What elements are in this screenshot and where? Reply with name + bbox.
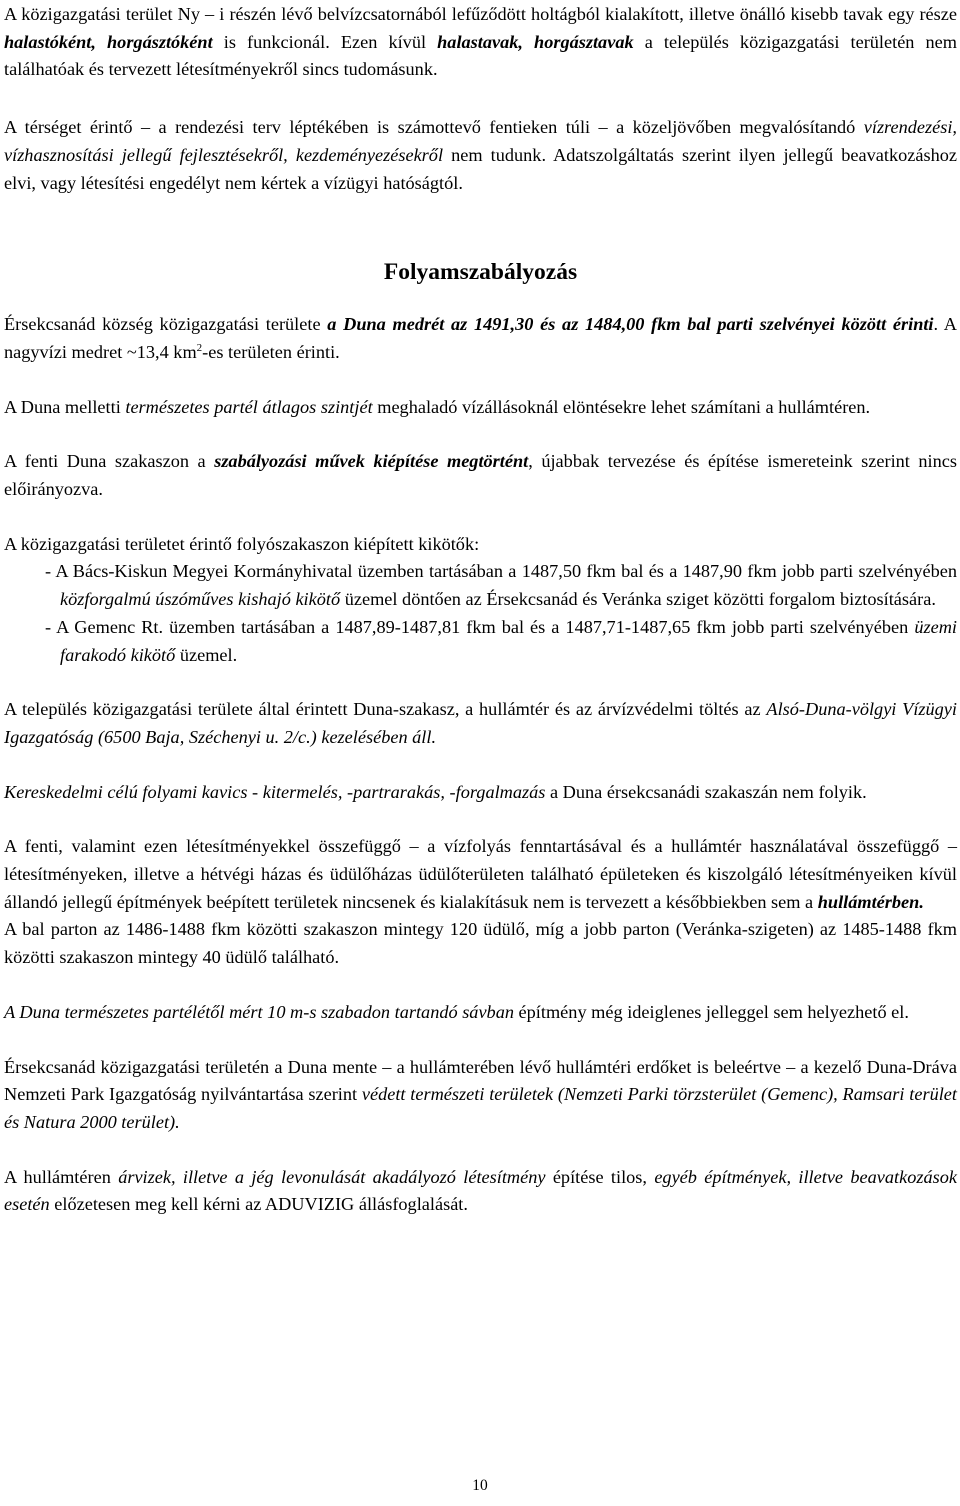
paragraph-buildings bbox=[4, 833, 957, 916]
text-run: A közigazgatási terület Ny – i részén lévő belvízcsatornából lefűződött holtágból kialakított, illetve önálló kisebb tavak egy része bbox=[4, 4, 957, 24]
text-run: -es területen érinti. bbox=[202, 341, 340, 362]
paragraph-ports-intro: A közigazgatási területet érintő folyószakaszon kiépített kikötők: bbox=[4, 533, 480, 554]
paragraph-river-section bbox=[4, 311, 957, 366]
emphasis-text: Kereskedelmi célú folyami kavics - kitermelés, -partrarakás, -forgalmazás bbox=[4, 781, 546, 802]
emphasis-text: A Duna természetes partélétől mért 10 m-s szabadon tartandó sávban bbox=[4, 1001, 514, 1022]
emphasis-text: vízrendezési, vízhasznosítási jellegű fejlesztésekről, kezdeményezésekről bbox=[4, 117, 957, 165]
emphasis-text: halastóként, horgásztóként bbox=[4, 31, 213, 52]
paragraph-water-development bbox=[4, 114, 957, 197]
ports-list bbox=[4, 558, 957, 669]
text-run: építése tilos, bbox=[545, 1166, 655, 1187]
text-run: - A Gemenc Rt. üzemben tartásában a 1487,89-1487,81 fkm bal és a 1487,71-1487,65 fkm jobb parti szelvényében bbox=[45, 616, 915, 637]
emphasis-text: közforgalmú úszóműves kishajó kikötő bbox=[60, 589, 341, 610]
text-run: . A nagyvízi medret ~13,4 km bbox=[4, 314, 957, 362]
paragraph-holiday-homes: A bal parton az 1486-1488 fkm közötti szakaszon mintegy 120 üdülő, míg a jobb parton (Veránka-szigeten) az 1485-1488 fkm közötti szakaszon mintegy 40 üdülő található. bbox=[4, 919, 957, 968]
text-run: - A Bács-Kiskun Megyei Kormányhivatal üzemben tartásában a 1487,50 fkm bal és a 1487,90 fkm jobb parti szelvényében bbox=[45, 561, 957, 582]
text-run: A fenti Duna szakaszon a bbox=[4, 451, 215, 472]
document-page bbox=[4, 1, 957, 1219]
emphasis-text: szabályozási művek kiépítése megtörtént bbox=[214, 451, 529, 472]
text-run: a Duna érsekcsanádi szakaszán nem folyik. bbox=[545, 781, 867, 802]
paragraph-flooding bbox=[4, 394, 957, 422]
page-number: 10 bbox=[472, 1477, 488, 1494]
paragraph-free-strip bbox=[4, 999, 957, 1027]
emphasis-text: egyéb építmények, illetve beavatkozások esetén bbox=[4, 1166, 957, 1215]
paragraph-flood-obstacles bbox=[4, 1164, 957, 1219]
text-run: Érsekcsanád közigazgatási területén a Duna mente – a hullámterében lévő hullámtéri erdőket is beleértve – a kezelő Duna-Dráva Nemzeti Park Igazgatóság nyilvántartása szerint bbox=[4, 1056, 957, 1105]
text-run: A fenti, valamint ezen létesítményekkel összefüggő – a vízfolyás fenntartásával és a hullámtér használatával összefüggő – létesítményeken, illetve a hétvégi házas és üdülőházas üdülőterületen található épületeken és kiszolgáló létesítményeiken kívül állandó jellegű építmények beépített területek nincsenek és kialakításuk nem is tervezett a későbbiekben sem a bbox=[4, 836, 957, 912]
text-run: A Duna melletti bbox=[4, 396, 126, 417]
emphasis-text: védett természeti területek (Nemzeti Parki törzsterület (Gemenc), Ramsari terület és Natura 2000 terület). bbox=[4, 1084, 957, 1132]
paragraph-fish-ponds bbox=[4, 1, 957, 84]
text-run: is funkcionál. Ezen kívül bbox=[212, 31, 438, 52]
text-run: A település közigazgatási területe által érintett Duna-szakasz, a hullámtér és az árvízvédelmi töltés az bbox=[4, 699, 767, 720]
emphasis-text: üzemi farakodó kikötő bbox=[60, 616, 957, 665]
paragraph-management bbox=[4, 696, 957, 751]
emphasis-text: Alsó-Duna-völgyi Vízügyi Igazgatóság (6500 Baja, Széchenyi u. 2/c.) kezelésében áll. bbox=[4, 699, 957, 747]
text-run: meghaladó vízállásoknál elöntésekre lehet számítani a hullámtéren. bbox=[372, 396, 871, 417]
paragraph-gravel bbox=[4, 779, 957, 807]
text-run: , újabbak tervezése és építése ismereteink szerint nincs előirányozva. bbox=[4, 451, 958, 500]
text-run: építmény még ideiglenes jelleggel sem helyezhető el. bbox=[513, 1001, 909, 1022]
emphasis-text: természetes partél átlagos szintjét bbox=[125, 396, 373, 417]
superscript: 2 bbox=[196, 341, 203, 354]
text-run: Érsekcsanád község közigazgatási területe bbox=[4, 314, 328, 335]
list-item bbox=[4, 614, 957, 669]
list-item bbox=[4, 558, 957, 613]
text-run: A hullámtéren bbox=[4, 1166, 119, 1187]
paragraph-protected-areas bbox=[4, 1054, 957, 1137]
emphasis-text: a Duna medrét az 1491,30 és az 1484,00 fkm bal parti szelvényei között érinti bbox=[327, 314, 934, 335]
text-run: A térséget érintő – a rendezési terv léptékében is számottevő fentieken túli – a közeljövőben megvalósítandó bbox=[4, 117, 864, 138]
emphasis-text: halastavak, horgásztavak bbox=[437, 31, 634, 52]
emphasis-text: hullámtérben. bbox=[817, 891, 924, 912]
text-run: nem tudunk. Adatszolgáltatás szerint ilyen jellegű beavatkozáshoz elvi, vagy létesítési engedélyt nem kértek a vízügyi hatóságtól. bbox=[4, 144, 957, 193]
text-run: a település közigazgatási területén nem találhatóak és tervezett létesítményekről sincs tudomásunk. bbox=[4, 31, 958, 80]
text-run: üzemel. bbox=[175, 644, 238, 665]
text-run: üzemel döntően az Érsekcsanád és Veránka sziget közötti forgalom biztosítására. bbox=[340, 589, 936, 610]
section-heading: Folyamszabályozás bbox=[383, 259, 578, 286]
paragraph-regulation-works bbox=[4, 448, 957, 503]
emphasis-text: árvizek, illetve a jég levonulását akadályozó létesítmény bbox=[118, 1166, 546, 1187]
text-run: előzetesen meg kell kérni az ADUVIZIG állásfoglalását. bbox=[49, 1194, 468, 1215]
